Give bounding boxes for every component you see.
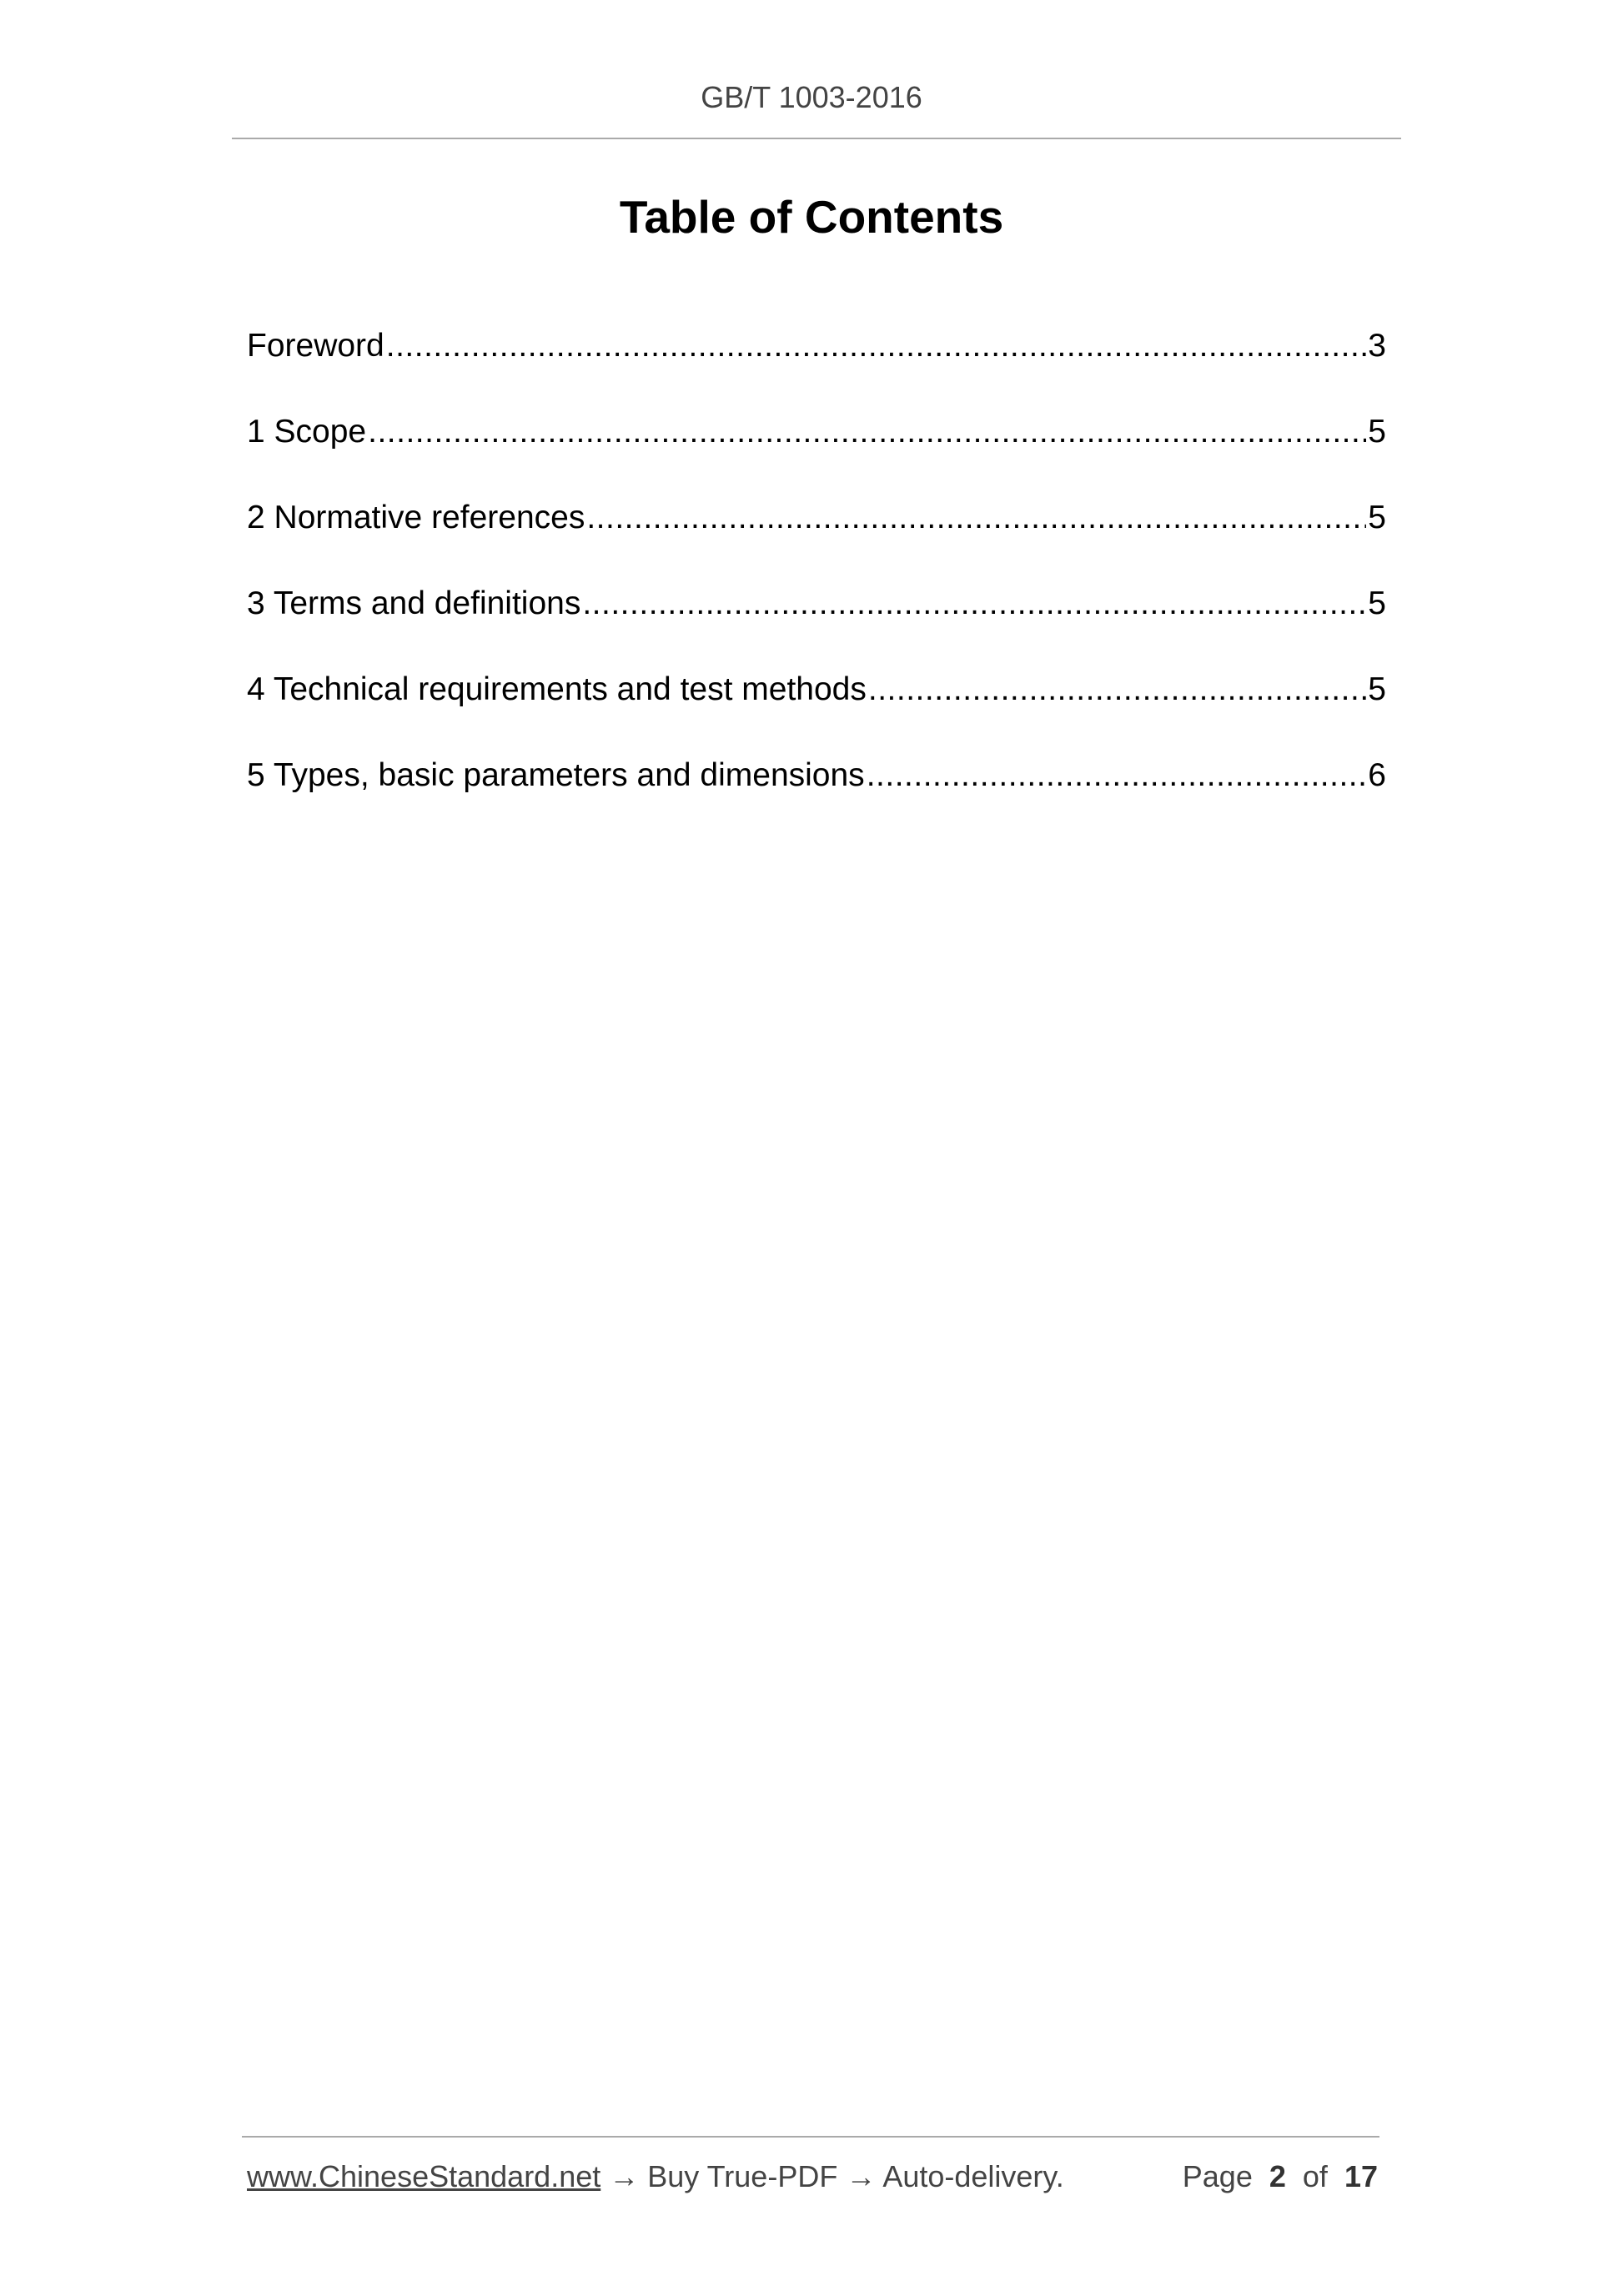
toc-dot-leader	[586, 496, 1366, 540]
toc-dot-leader	[582, 582, 1366, 625]
toc-entry-page: 5	[1368, 671, 1386, 707]
toc-entry-normative-references[interactable]	[247, 496, 1386, 582]
toc-entry-label: Foreword	[247, 328, 384, 364]
toc-entry-page: 5	[1368, 585, 1386, 621]
toc-list	[247, 324, 1386, 840]
footer-promo	[247, 2159, 1064, 2194]
toc-dot-leader	[868, 668, 1366, 711]
toc-entry-types-parameters[interactable]	[247, 754, 1386, 840]
toc-entry-terms-and-definitions[interactable]	[247, 582, 1386, 668]
toc-entry-page: 3	[1368, 328, 1386, 364]
toc-entry-label: 3 Terms and definitions	[247, 585, 581, 621]
page-word: Page	[1182, 2159, 1253, 2193]
toc-entry-label: 4 Technical requirements and test methods	[247, 671, 867, 707]
page-footer	[247, 2159, 1378, 2194]
page-total: 17	[1344, 2159, 1378, 2193]
toc-entry-page: 6	[1368, 757, 1386, 793]
toc-entry-page: 5	[1368, 414, 1386, 450]
toc-dot-leader	[386, 324, 1367, 368]
toc-entry-label: 2 Normative references	[247, 500, 585, 535]
page-title: Table of Contents	[619, 191, 1004, 243]
page-current: 2	[1269, 2159, 1286, 2193]
page-counter	[1183, 2159, 1378, 2194]
header-divider	[232, 138, 1401, 139]
toc-dot-leader	[368, 410, 1366, 454]
toc-entry-scope[interactable]	[247, 410, 1386, 496]
of-word: of	[1302, 2159, 1328, 2193]
toc-entry-label: 1 Scope	[247, 414, 367, 450]
footer-site-link[interactable]: www.ChineseStandard.net	[247, 2159, 601, 2193]
toc-entry-label: 5 Types, basic parameters and dimensions	[247, 757, 865, 793]
footer-divider	[242, 2136, 1379, 2138]
toc-entry-technical-requirements[interactable]	[247, 668, 1386, 754]
toc-dot-leader	[867, 754, 1367, 797]
document-standard-id: GB/T 1003-2016	[701, 80, 922, 114]
toc-entry-page: 5	[1368, 500, 1386, 535]
toc-entry-foreword[interactable]	[247, 324, 1386, 410]
footer-promo-text: → Buy True-PDF → Auto-delivery.	[600, 2159, 1064, 2193]
